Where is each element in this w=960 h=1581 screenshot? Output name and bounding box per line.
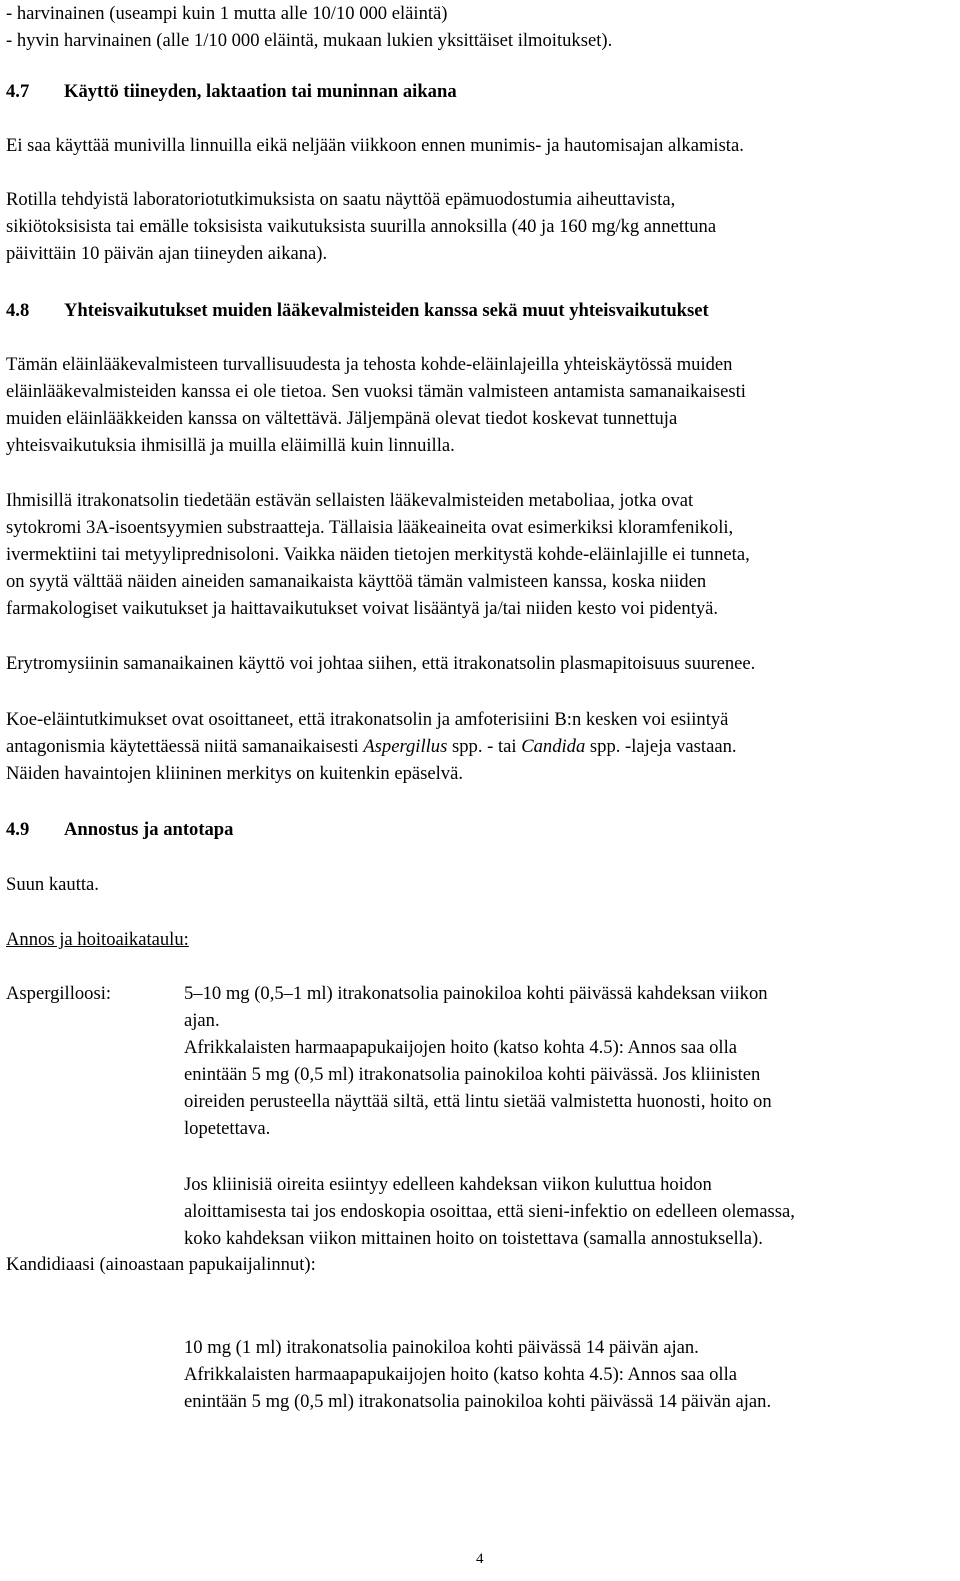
species-name: Candida <box>521 736 586 757</box>
section-title: Yhteisvaikutukset muiden lääkevalmisteiden kanssa sekä muut yhteisvaikutukset <box>64 300 709 321</box>
section-number: 4.9 <box>6 819 30 840</box>
list-item: - harvinainen (useampi kuin 1 mutta alle 10/10 000 eläintä) <box>6 3 448 24</box>
frequency-list <box>6 0 612 54</box>
paragraph: Ihmisillä itrakonatsolin tiedetään estävän sellaisten lääkevalmisteiden metaboliaa, jotka ovat sytokromi 3A-isoentsyymien substraatteja. Tällaisia lääkeaineita ovat esimerkiksi kloramfenikoli, ivermektiini tai metyyliprednisoloni. Vaikka näiden tietojen merkitystä kohde-eläinlajille ei tunneta, on syytä välttää näiden aineiden samanaikaista käyttöä tämän valmisteen kanssa, koska niiden farmakologiset vaikutukset ja haittavaikutukset voivat lisääntyä ja/tai niiden kesto voi pidentyä. <box>6 490 750 619</box>
dosage-text: 5–10 mg (0,5–1 ml) itrakonatsolia painokiloa kohti päivässä kahdeksan viikon ajan. Afrikkalaisten harmaapapukaijojen hoito (katso kohta 4.5): Annos saa olla enintään 5 mg (0,5 ml) itrakonatsolia painokiloa kohti päivässä. Jos kliinisten oireiden perusteella näyttää siltä, että lintu sietää valmistetta huonosti, hoito on lopetettava. <box>184 983 772 1139</box>
paragraph: Rotilla tehdyistä laboratoriotutkimuksista on saatu näyttöä epämuodostumia aiheuttavista, sikiötoksisista tai emälle toksisista vaikutuksista suurilla annoksilla (40 ja 160 mg/kg annettuna päivittäin 10 päivän ajan tiineyden aikana). <box>6 189 717 264</box>
paragraph: Erytromysiinin samanaikainen käyttö voi johtaa siihen, että itrakonatsolin plasmapitoisuus suurenee. <box>6 653 756 674</box>
section-number: 4.8 <box>6 300 30 321</box>
paragraph: Koe-eläintutkimukset ovat osoittaneet, että itrakonatsolin ja amfoterisiini B:n kesken voi esiintyä antagonismia käytettäessä niitä samanaikaisesti Aspergillus spp. - tai Candida spp. -lajeja vastaan. Näiden havaintojen kliininen merkitys on kuitenkin epäselvä. <box>6 709 737 784</box>
aspergilloosi-row <box>6 980 956 1249</box>
schedule-label: Kandidiaasi (ainoastaan papukaijalinnut): <box>6 1254 316 1275</box>
schedule-label: Aspergilloosi: <box>6 983 112 1004</box>
paragraph: Ei saa käyttää munivilla linnuilla eikä neljään viikkoon ennen munimis- ja hautomisajan alkamista. <box>6 135 744 156</box>
dosage-text: 10 mg (1 ml) itrakonatsolia painokiloa kohti päivässä 14 päivän ajan. Afrikkalaisten harmaapapukaijojen hoito (katso kohta 4.5): Annos saa olla enintään 5 mg (0,5 ml) itrakonatsolia painokiloa kohti päivässä 14 päivän ajan. <box>184 1337 772 1412</box>
section-number: 4.7 <box>6 81 30 102</box>
section-heading-4-9 <box>6 816 233 843</box>
species-name: Aspergillus <box>363 736 448 757</box>
section-heading-4-7 <box>6 78 457 105</box>
dosage-text: Jos kliinisiä oireita esiintyy edelleen kahdeksan viikon kuluttua hoidon aloittamisesta tai jos endoskopia osoittaa, että sieni-infektio on edelleen olemassa, koko kahdeksan viikon mittainen hoito on toistettava (samalla annostuksella). <box>184 1174 795 1249</box>
section-title: Annostus ja antotapa <box>64 819 234 840</box>
route-text: Suun kautta. <box>6 874 99 895</box>
schedule-heading: Annos ja hoitoaikataulu: <box>6 929 189 950</box>
section-title: Käyttö tiineyden, laktaation tai muninnan aikana <box>64 81 457 102</box>
list-item: - hyvin harvinainen (alle 1/10 000 eläintä, mukaan lukien yksittäiset ilmoitukset). <box>6 30 613 51</box>
section-heading-4-8 <box>6 297 709 324</box>
page-number: 4 <box>476 1551 484 1567</box>
paragraph: Tämän eläinlääkevalmisteen turvallisuudesta ja tehosta kohde-eläinlajeilla yhteiskäytössä muiden eläinlääkevalmisteiden kanssa ei ole tietoa. Sen vuoksi tämän valmisteen antamista samanaikaisesti muiden eläinlääkkeiden kanssa on vältettävä. Jäljempänä olevat tiedot koskevat tunnettuja yhteisvaikutuksia ihmisillä ja muilla eläimillä kuin linnuilla. <box>6 354 746 456</box>
